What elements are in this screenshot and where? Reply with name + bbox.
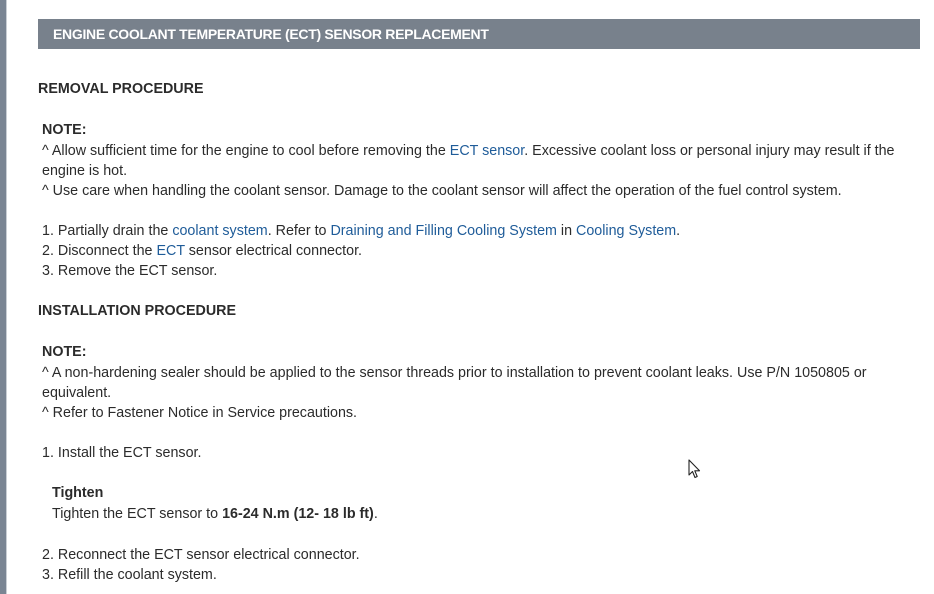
removal-note-1 [42,141,895,161]
removal-step-1-text-d: . [676,223,681,239]
cooling-system-link[interactable]: Cooling System [576,223,677,239]
installation-note-label: NOTE: [42,344,87,360]
removal-note-1-text-a: ^ Allow sufficient time for the engine to cool before removing the [42,143,450,159]
installation-note-1: ^ A non-hardening sealer should be applied to the sensor threads prior to installation to prevent coolant leaks. Use P/N 1050805 or [42,365,867,381]
tighten-text-b: . [373,506,378,522]
mouse-cursor-icon [688,459,702,479]
removal-note-2: ^ Use care when handling the coolant sensor. Damage to the coolant sensor will affect the operation of the fuel control system. [42,183,842,199]
installation-step-1: 1. Install the ECT sensor. [42,445,202,461]
coolant-system-link[interactable]: coolant system [172,223,268,239]
removal-step-1 [42,221,680,241]
ect-sensor-link[interactable]: ECT sensor [449,143,525,159]
removal-step-1-text-c: in [556,223,577,239]
draining-filling-link[interactable]: Draining and Filling Cooling System [330,223,557,239]
tighten-text-a: Tighten the ECT sensor to [52,506,223,522]
installation-note-1-cont: equivalent. [42,385,112,401]
installation-note-2: ^ Refer to Fastener Notice in Service precautions. [42,405,358,421]
removal-note-1-cont: engine is hot. [42,163,128,179]
left-border-highlight [6,0,7,594]
removal-step-2-text-b: sensor electrical connector. [184,243,363,259]
removal-step-1-text-a: 1. Partially drain the [42,223,173,239]
ect-link[interactable]: ECT [156,243,185,259]
removal-step-2-text-a: 2. Disconnect the [42,243,157,259]
removal-note-1-text-b: . Excessive coolant loss or personal injury may result if the [524,143,895,159]
removal-heading: REMOVAL PROCEDURE [38,81,204,97]
removal-step-1-text-b: . Refer to [267,223,331,239]
torque-spec: 16-24 N.m (12- 18 lb ft) [222,506,374,522]
tighten-label: Tighten [52,485,104,501]
removal-step-3: 3. Remove the ECT sensor. [42,263,218,279]
removal-note-label: NOTE: [42,122,87,138]
tighten-spec-line [52,504,378,524]
installation-heading: INSTALLATION PROCEDURE [38,303,237,319]
removal-step-2 [42,241,362,261]
page-title: ENGINE COOLANT TEMPERATURE (ECT) SENSOR REPLACEMENT [38,19,920,49]
installation-step-2: 2. Reconnect the ECT sensor electrical connector. [42,547,360,563]
installation-step-3: 3. Refill the coolant system. [42,567,217,583]
